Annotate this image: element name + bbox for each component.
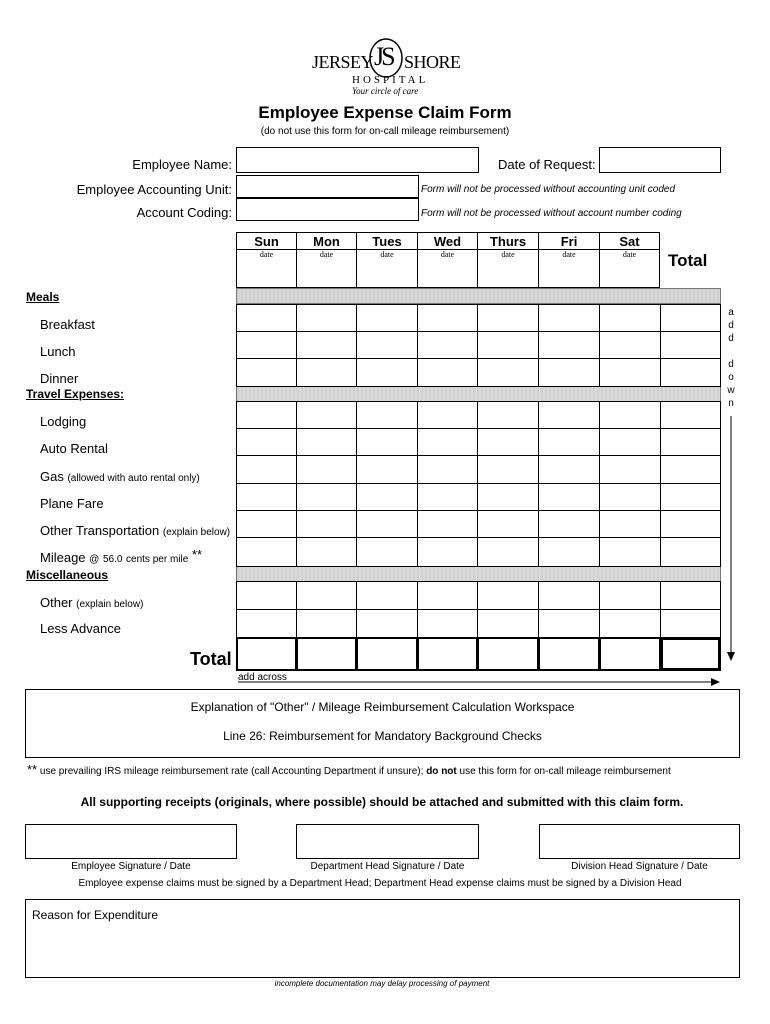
cell-less-advance-fri[interactable] <box>538 609 600 638</box>
cell-other-total[interactable] <box>660 581 721 610</box>
cell-plane-fare-sat[interactable] <box>599 483 661 511</box>
cell-lunch-tues[interactable] <box>356 331 418 359</box>
form-title: Employee Expense Claim Form <box>258 103 512 122</box>
cell-gas-thurs[interactable] <box>477 455 539 484</box>
cell-breakfast-sat[interactable] <box>599 304 661 332</box>
cell-other-transportation-sun[interactable] <box>236 510 297 538</box>
cell-total-sat[interactable] <box>599 637 661 671</box>
footer-note: incomplete documentation may delay processing of payment <box>274 979 490 988</box>
day-name: Wed <box>418 233 477 250</box>
cell-auto-rental-fri[interactable] <box>538 428 600 456</box>
day-name: Fri <box>539 233 599 250</box>
cell-breakfast-total[interactable] <box>660 304 721 332</box>
gas-note: (allowed with auto rental only) <box>67 473 200 484</box>
cell-breakfast-tues[interactable] <box>356 304 418 332</box>
cell-lodging-tues[interactable] <box>356 401 418 429</box>
footnote-text: use prevailing IRS mileage reimbursement rate (call Accounting Department if unsure); <box>39 766 424 777</box>
cell-lodging-sun[interactable] <box>236 401 297 429</box>
row-label-lodging: Lodging <box>40 414 87 429</box>
mileage-unit: cents per mile <box>126 554 189 565</box>
cell-gas-mon[interactable] <box>296 455 357 484</box>
cell-breakfast-sun[interactable] <box>236 304 297 332</box>
cell-other-wed[interactable] <box>417 581 478 610</box>
cell-less-advance-thurs[interactable] <box>477 609 539 638</box>
cell-breakfast-wed[interactable] <box>417 304 478 332</box>
cell-total-sun[interactable] <box>236 637 297 671</box>
cell-less-advance-total[interactable] <box>660 609 721 638</box>
cell-mileage-wed[interactable] <box>417 537 478 567</box>
cell-auto-rental-mon[interactable] <box>296 428 357 456</box>
row-label-breakfast: Breakfast <box>40 317 95 332</box>
row-label-gas <box>40 469 200 484</box>
row-label-mileage <box>40 547 203 565</box>
cell-dinner-fri[interactable] <box>538 358 600 387</box>
cell-dinner-sat[interactable] <box>599 358 661 387</box>
cell-other-transportation-fri[interactable] <box>538 510 600 538</box>
logo-tagline: Your circle of care <box>352 86 419 96</box>
cell-mileage-sat[interactable] <box>599 537 661 567</box>
section-misc: Miscellaneous <box>26 568 109 582</box>
account-coding-label: Account Coding: <box>136 205 232 220</box>
date-label: date <box>319 250 334 259</box>
cell-breakfast-fri[interactable] <box>538 304 600 332</box>
day-col-fri <box>538 232 600 288</box>
cell-lunch-sat[interactable] <box>599 331 661 359</box>
other-label: Other <box>40 595 73 610</box>
cell-mileage-fri[interactable] <box>538 537 600 567</box>
section-meals: Meals <box>26 290 60 304</box>
cell-lunch-total[interactable] <box>660 331 721 359</box>
receipts-notice: All supporting receipts (originals, where possible) should be attached and submitted with this claim form. <box>80 795 684 809</box>
signature-rule: Employee expense claims must be signed by a Department Head; Department Head expense claims must be signed by a Division Head <box>78 878 682 889</box>
dept-head-signature-field[interactable] <box>296 824 479 859</box>
reason-box[interactable] <box>25 899 740 978</box>
mileage-at: @ <box>89 554 100 565</box>
cell-other-transportation-sat[interactable] <box>599 510 661 538</box>
cell-total-wed[interactable] <box>417 637 478 671</box>
day-col-tues <box>356 232 418 288</box>
day-name: Thurs <box>478 233 538 250</box>
cell-less-advance-wed[interactable] <box>417 609 478 638</box>
cell-dinner-wed[interactable] <box>417 358 478 387</box>
mileage-mark: ** <box>191 547 203 562</box>
day-name: Sun <box>237 233 296 250</box>
day-col-wed <box>417 232 478 288</box>
date-label: date <box>562 250 576 259</box>
cell-dinner-tues[interactable] <box>356 358 418 387</box>
cell-other-transportation-total[interactable] <box>660 510 721 538</box>
cell-other-transportation-thurs[interactable] <box>477 510 539 538</box>
cell-other-transportation-wed[interactable] <box>417 510 478 538</box>
explanation-line: Line 26: Reimbursement for Mandatory Background Checks <box>223 729 542 743</box>
cell-other-thurs[interactable] <box>477 581 539 610</box>
hospital-logo <box>300 34 470 100</box>
cell-lodging-fri[interactable] <box>538 401 600 429</box>
cell-gas-tues[interactable] <box>356 455 418 484</box>
cell-less-advance-sun[interactable] <box>236 609 297 638</box>
cell-auto-rental-sun[interactable] <box>236 428 297 456</box>
day-col-mon <box>296 232 357 288</box>
other-note: (explain below) <box>76 599 144 610</box>
footnote-text-after: use this form for on-call mileage reimbursement <box>459 766 671 777</box>
day-header-row <box>236 232 660 288</box>
day-col-thurs <box>477 232 539 288</box>
employee-signature-field[interactable] <box>25 824 237 859</box>
cell-total-total[interactable] <box>660 637 721 671</box>
misc-shade-bar <box>236 566 721 582</box>
cell-lunch-wed[interactable] <box>417 331 478 359</box>
cell-auto-rental-wed[interactable] <box>417 428 478 456</box>
date-label: date <box>259 250 274 259</box>
division-head-signature-field[interactable] <box>539 824 740 859</box>
explanation-box[interactable] <box>25 689 740 758</box>
add-down-text: a d d d o w n <box>727 307 735 409</box>
cell-less-advance-mon[interactable] <box>296 609 357 638</box>
cell-total-mon[interactable] <box>296 637 357 671</box>
row-label-auto-rental: Auto Rental <box>40 441 108 456</box>
cell-dinner-sun[interactable] <box>236 358 297 387</box>
employee-name-field[interactable] <box>236 147 479 173</box>
date-label: date <box>380 250 394 259</box>
row-label-lunch: Lunch <box>40 344 76 359</box>
cell-gas-fri[interactable] <box>538 455 600 484</box>
cell-auto-rental-tues[interactable] <box>356 428 418 456</box>
cell-other-fri[interactable] <box>538 581 600 610</box>
date-label: date <box>622 250 637 259</box>
cell-total-tues[interactable] <box>356 637 418 671</box>
total-column-header: Total <box>668 251 708 270</box>
cell-gas-sat[interactable] <box>599 455 661 484</box>
mileage-rate: 56.0 <box>102 554 123 565</box>
cell-mileage-sun[interactable] <box>236 537 297 567</box>
explanation-heading: Explanation of "Other" / Mileage Reimbursement Calculation Workspace <box>190 700 575 714</box>
row-label-total: Total <box>190 649 232 669</box>
add-down-arrow <box>726 416 736 662</box>
date-of-request-field[interactable] <box>599 147 721 173</box>
employee-name-label: Employee Name: <box>132 157 232 172</box>
day-col-sat <box>599 232 660 288</box>
cell-less-advance-tues[interactable] <box>356 609 418 638</box>
meals-shade-bar <box>236 288 721 304</box>
cell-gas-total[interactable] <box>660 455 721 484</box>
cell-dinner-mon[interactable] <box>296 358 357 387</box>
account-coding-note: Form will not be processed without account number coding <box>421 208 682 219</box>
logo-subtitle: HOSPITAL <box>352 74 429 86</box>
row-label-other <box>40 595 143 610</box>
cell-other-sun[interactable] <box>236 581 297 610</box>
cell-other-transportation-mon[interactable] <box>296 510 357 538</box>
cell-lodging-mon[interactable] <box>296 401 357 429</box>
cell-lodging-total[interactable] <box>660 401 721 429</box>
cell-total-fri[interactable] <box>538 637 600 671</box>
add-across-text: add across <box>238 672 287 683</box>
other-transportation-label: Other Transportation <box>40 523 160 538</box>
logo-text-left: JERSEY <box>312 52 374 72</box>
accounting-unit-note: Form will not be processed without accounting unit coded <box>421 184 676 195</box>
day-name: Sat <box>600 233 659 250</box>
footnote-mark: ** <box>27 762 38 777</box>
date-label: date <box>501 250 515 259</box>
cell-other-tues[interactable] <box>356 581 418 610</box>
cell-other-sat[interactable] <box>599 581 661 610</box>
cell-plane-fare-fri[interactable] <box>538 483 600 511</box>
cell-auto-rental-sat[interactable] <box>599 428 661 456</box>
cell-plane-fare-mon[interactable] <box>296 483 357 511</box>
add-across-arrow <box>238 678 721 686</box>
other-transportation-note: (explain below) <box>162 527 231 538</box>
row-label-other-transportation <box>40 523 230 538</box>
cell-auto-rental-thurs[interactable] <box>477 428 539 456</box>
cell-lunch-thurs[interactable] <box>477 331 539 359</box>
cell-plane-fare-tues[interactable] <box>356 483 418 511</box>
accounting-unit-field[interactable] <box>236 175 419 198</box>
cell-total-thurs[interactable] <box>477 637 539 671</box>
logo-monogram: JS <box>374 42 393 71</box>
cell-plane-fare-total[interactable] <box>660 483 721 511</box>
cell-lodging-thurs[interactable] <box>477 401 539 429</box>
dept-head-signature-label: Department Head Signature / Date <box>310 861 465 872</box>
cell-lunch-sun[interactable] <box>236 331 297 359</box>
cell-mileage-tues[interactable] <box>356 537 418 567</box>
cell-plane-fare-thurs[interactable] <box>477 483 539 511</box>
cell-auto-rental-total[interactable] <box>660 428 721 456</box>
cell-dinner-thurs[interactable] <box>477 358 539 387</box>
account-coding-field[interactable] <box>236 198 419 221</box>
date-of-request-label: Date of Request: <box>498 157 596 172</box>
cell-dinner-total[interactable] <box>660 358 721 387</box>
mileage-label: Mileage <box>40 550 86 565</box>
day-col-sun <box>236 232 297 288</box>
cell-mileage-mon[interactable] <box>296 537 357 567</box>
employee-signature-label: Employee Signature / Date <box>71 861 191 872</box>
logo-text-right: SHORE <box>404 52 461 72</box>
cell-less-advance-sat[interactable] <box>599 609 661 638</box>
reason-label: Reason for Expenditure <box>32 908 159 922</box>
cell-plane-fare-wed[interactable] <box>417 483 478 511</box>
cell-mileage-thurs[interactable] <box>477 537 539 567</box>
cell-other-transportation-tues[interactable] <box>356 510 418 538</box>
day-name: Mon <box>297 233 356 250</box>
day-name: Tues <box>357 233 417 250</box>
cell-gas-wed[interactable] <box>417 455 478 484</box>
row-label-less-advance: Less Advance <box>40 621 121 636</box>
cell-lunch-mon[interactable] <box>296 331 357 359</box>
cell-lodging-wed[interactable] <box>417 401 478 429</box>
gas-label: Gas <box>40 469 64 484</box>
division-head-signature-label: Division Head Signature / Date <box>571 861 708 872</box>
cell-lodging-sat[interactable] <box>599 401 661 429</box>
cell-gas-sun[interactable] <box>236 455 297 484</box>
row-label-plane-fare: Plane Fare <box>40 496 104 511</box>
form-subtitle: (do not use this form for on-call mileage reimbursement) <box>260 126 510 137</box>
cell-mileage-total[interactable] <box>660 537 721 567</box>
cell-other-mon[interactable] <box>296 581 357 610</box>
cell-lunch-fri[interactable] <box>538 331 600 359</box>
date-label: date <box>440 250 455 259</box>
cell-plane-fare-sun[interactable] <box>236 483 297 511</box>
cell-breakfast-mon[interactable] <box>296 304 357 332</box>
accounting-unit-label: Employee Accounting Unit: <box>76 182 232 197</box>
cell-breakfast-thurs[interactable] <box>477 304 539 332</box>
row-label-dinner: Dinner <box>40 371 79 386</box>
footnote <box>27 762 671 777</box>
footnote-bold: do not <box>426 766 457 777</box>
travel-shade-bar <box>236 386 721 402</box>
section-travel: Travel Expenses: <box>26 387 125 401</box>
